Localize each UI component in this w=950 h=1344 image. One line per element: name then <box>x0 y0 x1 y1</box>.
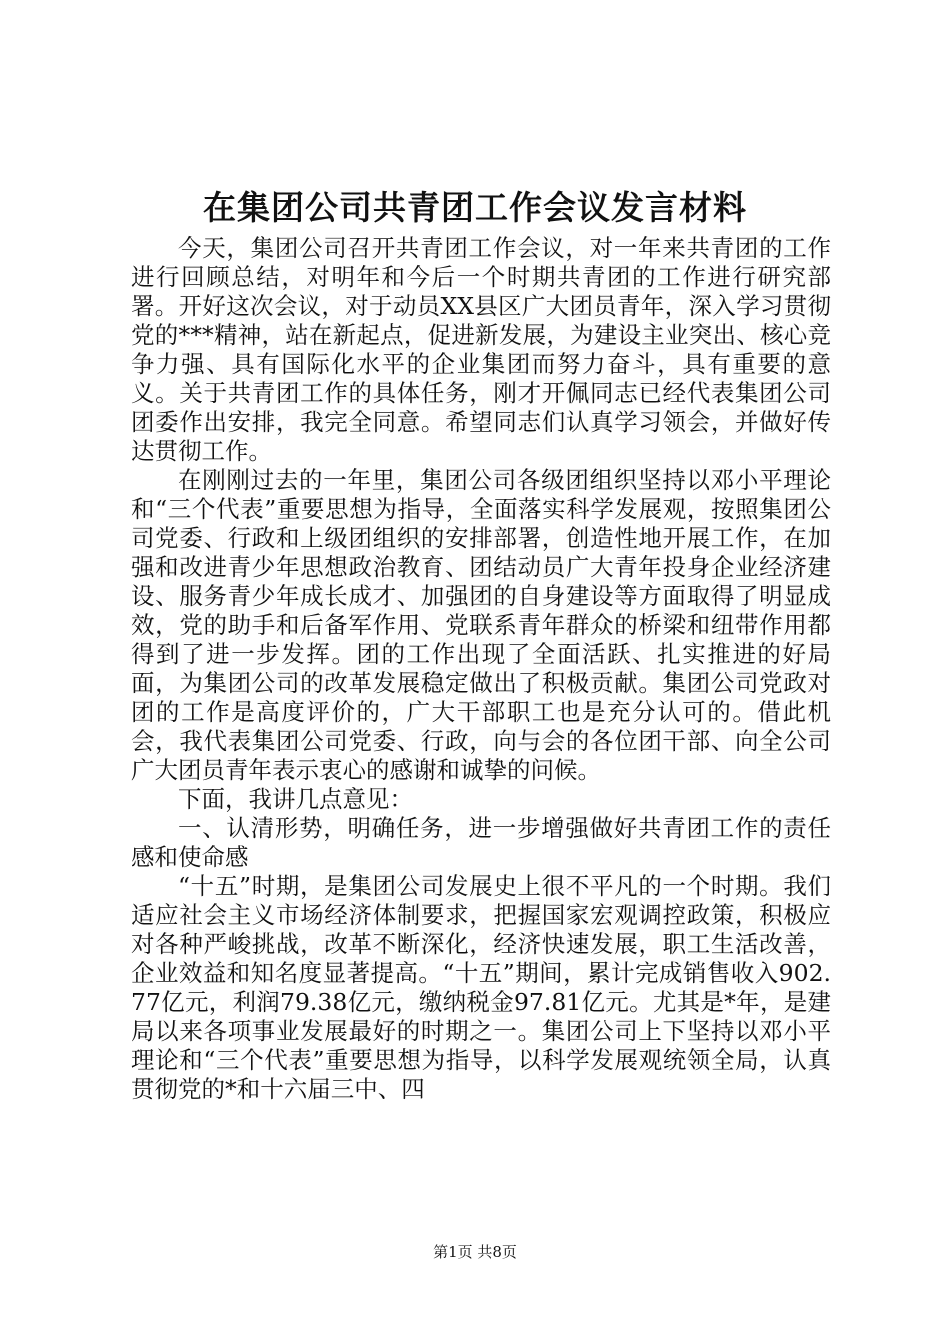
paragraph-tenth-five-year: “十五”时期，是集团公司发展史上很不平凡的一个时期。我们适应社会主义市场经济体制要求，把握国家宏观调控政策，积极应对各种严峻挑战，改革不断深化，经济快速发展，职工生活改善，企业效益和知名度显著提高。“十五”期间，累计完成销售收入902.77亿元，利润79.38亿元，缴纳税金97.81亿元。尤其是*年，是建局以来各项事业发展最好的时期之一。集团公司上下坚持以邓小平理论和“三个代表”重要思想为指导，以科学发展观统领全局，认真贯彻党的*和十六届三中、四 <box>131 872 831 1103</box>
paragraph-review: 在刚刚过去的一年里，集团公司各级团组织坚持以邓小平理论和“三个代表”重要思想为指导，全面落实科学发展观，按照集团公司党委、行政和上级团组织的安排部署，创造性地开展工作，在加强和改进青少年思想政治教育、团结动员广大青年投身企业经济建设、服务青少年成长成才、加强团的自身建设等方面取得了明显成效，党的助手和后备军作用、党联系青年群众的桥梁和纽带作用都得到了进一步发挥。团的工作出现了全面活跃、扎实推进的好局面，为集团公司的改革发展稳定做出了积极贡献。集团公司党政对团的工作是高度评价的，广大干部职工也是充分认可的。借此机会，我代表集团公司党委、行政，向与会的各位团干部、向全公司广大团员青年表示衷心的感谢和诚挚的问候。 <box>131 466 831 784</box>
document-body <box>131 234 831 1104</box>
paragraph-opening: 今天，集团公司召开共青团工作会议，对一年来共青团的工作进行回顾总结，对明年和今后一个时期共青团的工作进行研究部署。开好这次会议，对于动员XX县区广大团员青年，深入学习贯彻党的***精神，站在新起点，促进新发展，为建设主业突出、核心竞争力强、具有国际化水平的企业集团而努力奋斗，具有重要的意义。关于共青团工作的具体任务，刚才开佩同志已经代表集团公司团委作出安排，我完全同意。希望同志们认真学习领会，并做好传达贯彻工作。 <box>131 234 831 465</box>
page-footer: 第1页 共8页 <box>433 1243 517 1261</box>
document-title: 在集团公司共青团工作会议发言材料 <box>203 188 747 227</box>
paragraph-transition: 下面，我讲几点意见： <box>178 785 413 813</box>
section-heading-1: 一、认清形势，明确任务，进一步增强做好共青团工作的责任感和使命感 <box>131 814 831 871</box>
